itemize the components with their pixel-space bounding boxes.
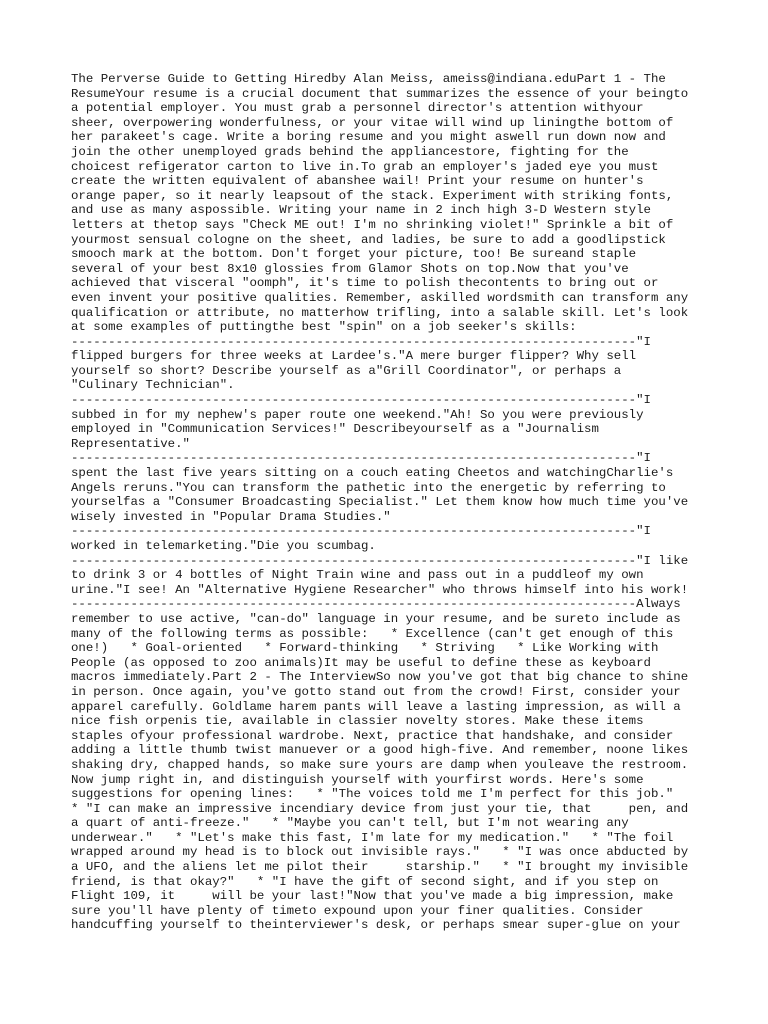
document-line: wisely invested in "Popular Drama Studies." xyxy=(71,509,391,524)
document-body-text xyxy=(71,72,711,933)
document-line: her parakeet's cage. Write a boring resume and you might aswell run down now and xyxy=(71,130,666,145)
document-line: nice fish orpenis tie, available in classier novelty stores. Make these items xyxy=(71,714,644,729)
document-line: qualification or attribute, no matterhow trifling, into a salable skill. Let's look xyxy=(71,305,689,320)
document-line: achieved that visceral "oomph", it's time to polish thecontents to bring out or xyxy=(71,276,659,291)
document-line: Representative." xyxy=(71,436,190,451)
document-line: Flight 109, it will be your last!"Now that you've made a big impression, make xyxy=(71,889,674,904)
document-line: even invent your positive qualities. Remember, askilled wordsmith can transform any xyxy=(71,290,689,305)
document-line: smooch mark at the bottom. Don't forget your picture, too! Be sureand staple xyxy=(71,247,637,262)
document-line: friend, is that okay?" * "I have the gift of second sight, and if you step on xyxy=(71,874,659,889)
document-line: yourselfas a "Consumer Broadcasting Specialist." Let them know how much time you've xyxy=(71,495,689,510)
document-line: * "I can make an impressive incendiary device from just your tie, that pen, and xyxy=(71,801,689,816)
document-line: shaking dry, chapped hands, so make sure yours are damp when youleave the restroom. xyxy=(71,757,689,772)
document-line: wrapped around my head is to block out invisible rays." * "I was once abducted by xyxy=(71,845,689,860)
document-line: ResumeYour resume is a crucial document that summarizes the essence of your beingto xyxy=(71,86,689,101)
document-line: subbed in for my nephew's paper route one weekend."Ah! So you were previously xyxy=(71,407,644,422)
document-line: employed in "Communication Services!" Describeyourself as a "Journalism xyxy=(71,422,599,437)
document-line: a UFO, and the aliens let me pilot their starship." * "I brought my invisible xyxy=(71,860,689,875)
document-line: apparel carefully. Goldlame harem pants will leave a lasting impression, as will a xyxy=(71,699,681,714)
document-line: in person. Once again, you've gotto stand out from the crowd! First, consider your xyxy=(71,684,681,699)
document-line: yourmost sensual cologne on the sheet, and ladies, be sure to add a goodlipstick xyxy=(71,232,666,247)
document-line: create the written equivalent of abanshee wail! Print your resume on hunter's xyxy=(71,174,644,189)
document-line: spent the last five years sitting on a couch eating Cheetos and watchingCharlie's xyxy=(71,466,674,481)
document-line: urine."I see! An "Alternative Hygiene Researcher" who throws himself into his work! xyxy=(71,582,689,597)
document-line: Now jump right in, and distinguish yourself with yourfirst words. Here's some xyxy=(71,772,644,787)
document-line: Angels reruns."You can transform the pathetic into the energetic by referring to xyxy=(71,480,666,495)
document-line: "Culinary Technician". xyxy=(71,378,235,393)
document-line: flipped burgers for three weeks at Lardee's."A mere burger flipper? Why sell xyxy=(71,349,637,364)
document-line: join the other unemployed grads behind the appliancestore, fighting for the xyxy=(71,144,629,159)
document-line: orange paper, so it nearly leapsout of the stack. Experiment with striking fonts, xyxy=(71,188,674,203)
document-line: ----------------------------------------------------------------------------"I xyxy=(71,451,651,466)
document-line: yourself so short? Describe yourself as a"Grill Coordinator", or perhaps a xyxy=(71,363,622,378)
document-line: a potential employer. You must grab a personnel director's attention withyour xyxy=(71,101,644,116)
document-line: suggestions for opening lines: * "The voices told me I'm perfect for this job." xyxy=(71,787,674,802)
document-line: adding a little thumb twist manuever or a good high-five. And remember, noone likes xyxy=(71,743,689,758)
document-line: ----------------------------------------------------------------------------"I xyxy=(71,524,651,539)
document-line: sure you'll have plenty of timeto expound upon your finer qualities. Consider xyxy=(71,903,644,918)
document-line: letters at thetop says "Check ME out! I'm no shrinking violet!" Sprinkle a bit of xyxy=(71,217,674,232)
document-line: and use as many aspossible. Writing your name in 2 inch high 3-D Western style xyxy=(71,203,651,218)
document-line: handcuffing yourself to theinterviewer's desk, or perhaps smear super-glue on your xyxy=(71,918,681,933)
document-line: a quart of anti-freeze." * "Maybe you can't tell, but I'm not wearing any xyxy=(71,816,629,831)
document-line: several of your best 8x10 glossies from Glamor Shots on top.Now that you've xyxy=(71,261,629,276)
document-line: remember to use active, "can-do" language in your resume, and be sureto include as xyxy=(71,611,681,626)
document-line: staples ofyour professional wardrobe. Next, practice that handshake, and consider xyxy=(71,728,674,743)
document-line: one!) * Goal-oriented * Forward-thinking * Striving * Like Working with xyxy=(71,641,659,656)
document-line: ----------------------------------------------------------------------------"I xyxy=(71,334,651,349)
document-line: People (as opposed to zoo animals)It may be useful to define these as keyboard xyxy=(71,655,651,670)
document-line: to drink 3 or 4 bottles of Night Train wine and pass out in a puddleof my own xyxy=(71,568,644,583)
document-line: at some examples of puttingthe best "spin" on a job seeker's skills: xyxy=(71,320,577,335)
document-line: ----------------------------------------------------------------------------Always xyxy=(71,597,681,612)
document-line: ----------------------------------------------------------------------------"I like xyxy=(71,553,689,568)
document-line: many of the following terms as possible: * Excellence (can't get enough of this xyxy=(71,626,674,641)
document-line: underwear." * "Let's make this fast, I'm late for my medication." * "The foil xyxy=(71,830,674,845)
document-line: sheer, overpowering wonderfulness, or your vitae will wind up liningthe bottom of xyxy=(71,115,674,130)
document-line: choicest refigerator carton to live in.To grab an employer's jaded eye you must xyxy=(71,159,659,174)
document-line: ----------------------------------------------------------------------------"I xyxy=(71,393,651,408)
document-line: The Perverse Guide to Getting Hiredby Alan Meiss, ameiss@indiana.eduPart 1 - The xyxy=(71,72,666,86)
document-line: worked in telemarketing."Die you scumbag. xyxy=(71,539,376,553)
document-line: macros immediately.Part 2 - The InterviewSo now you've got that big chance to shine xyxy=(71,670,689,685)
